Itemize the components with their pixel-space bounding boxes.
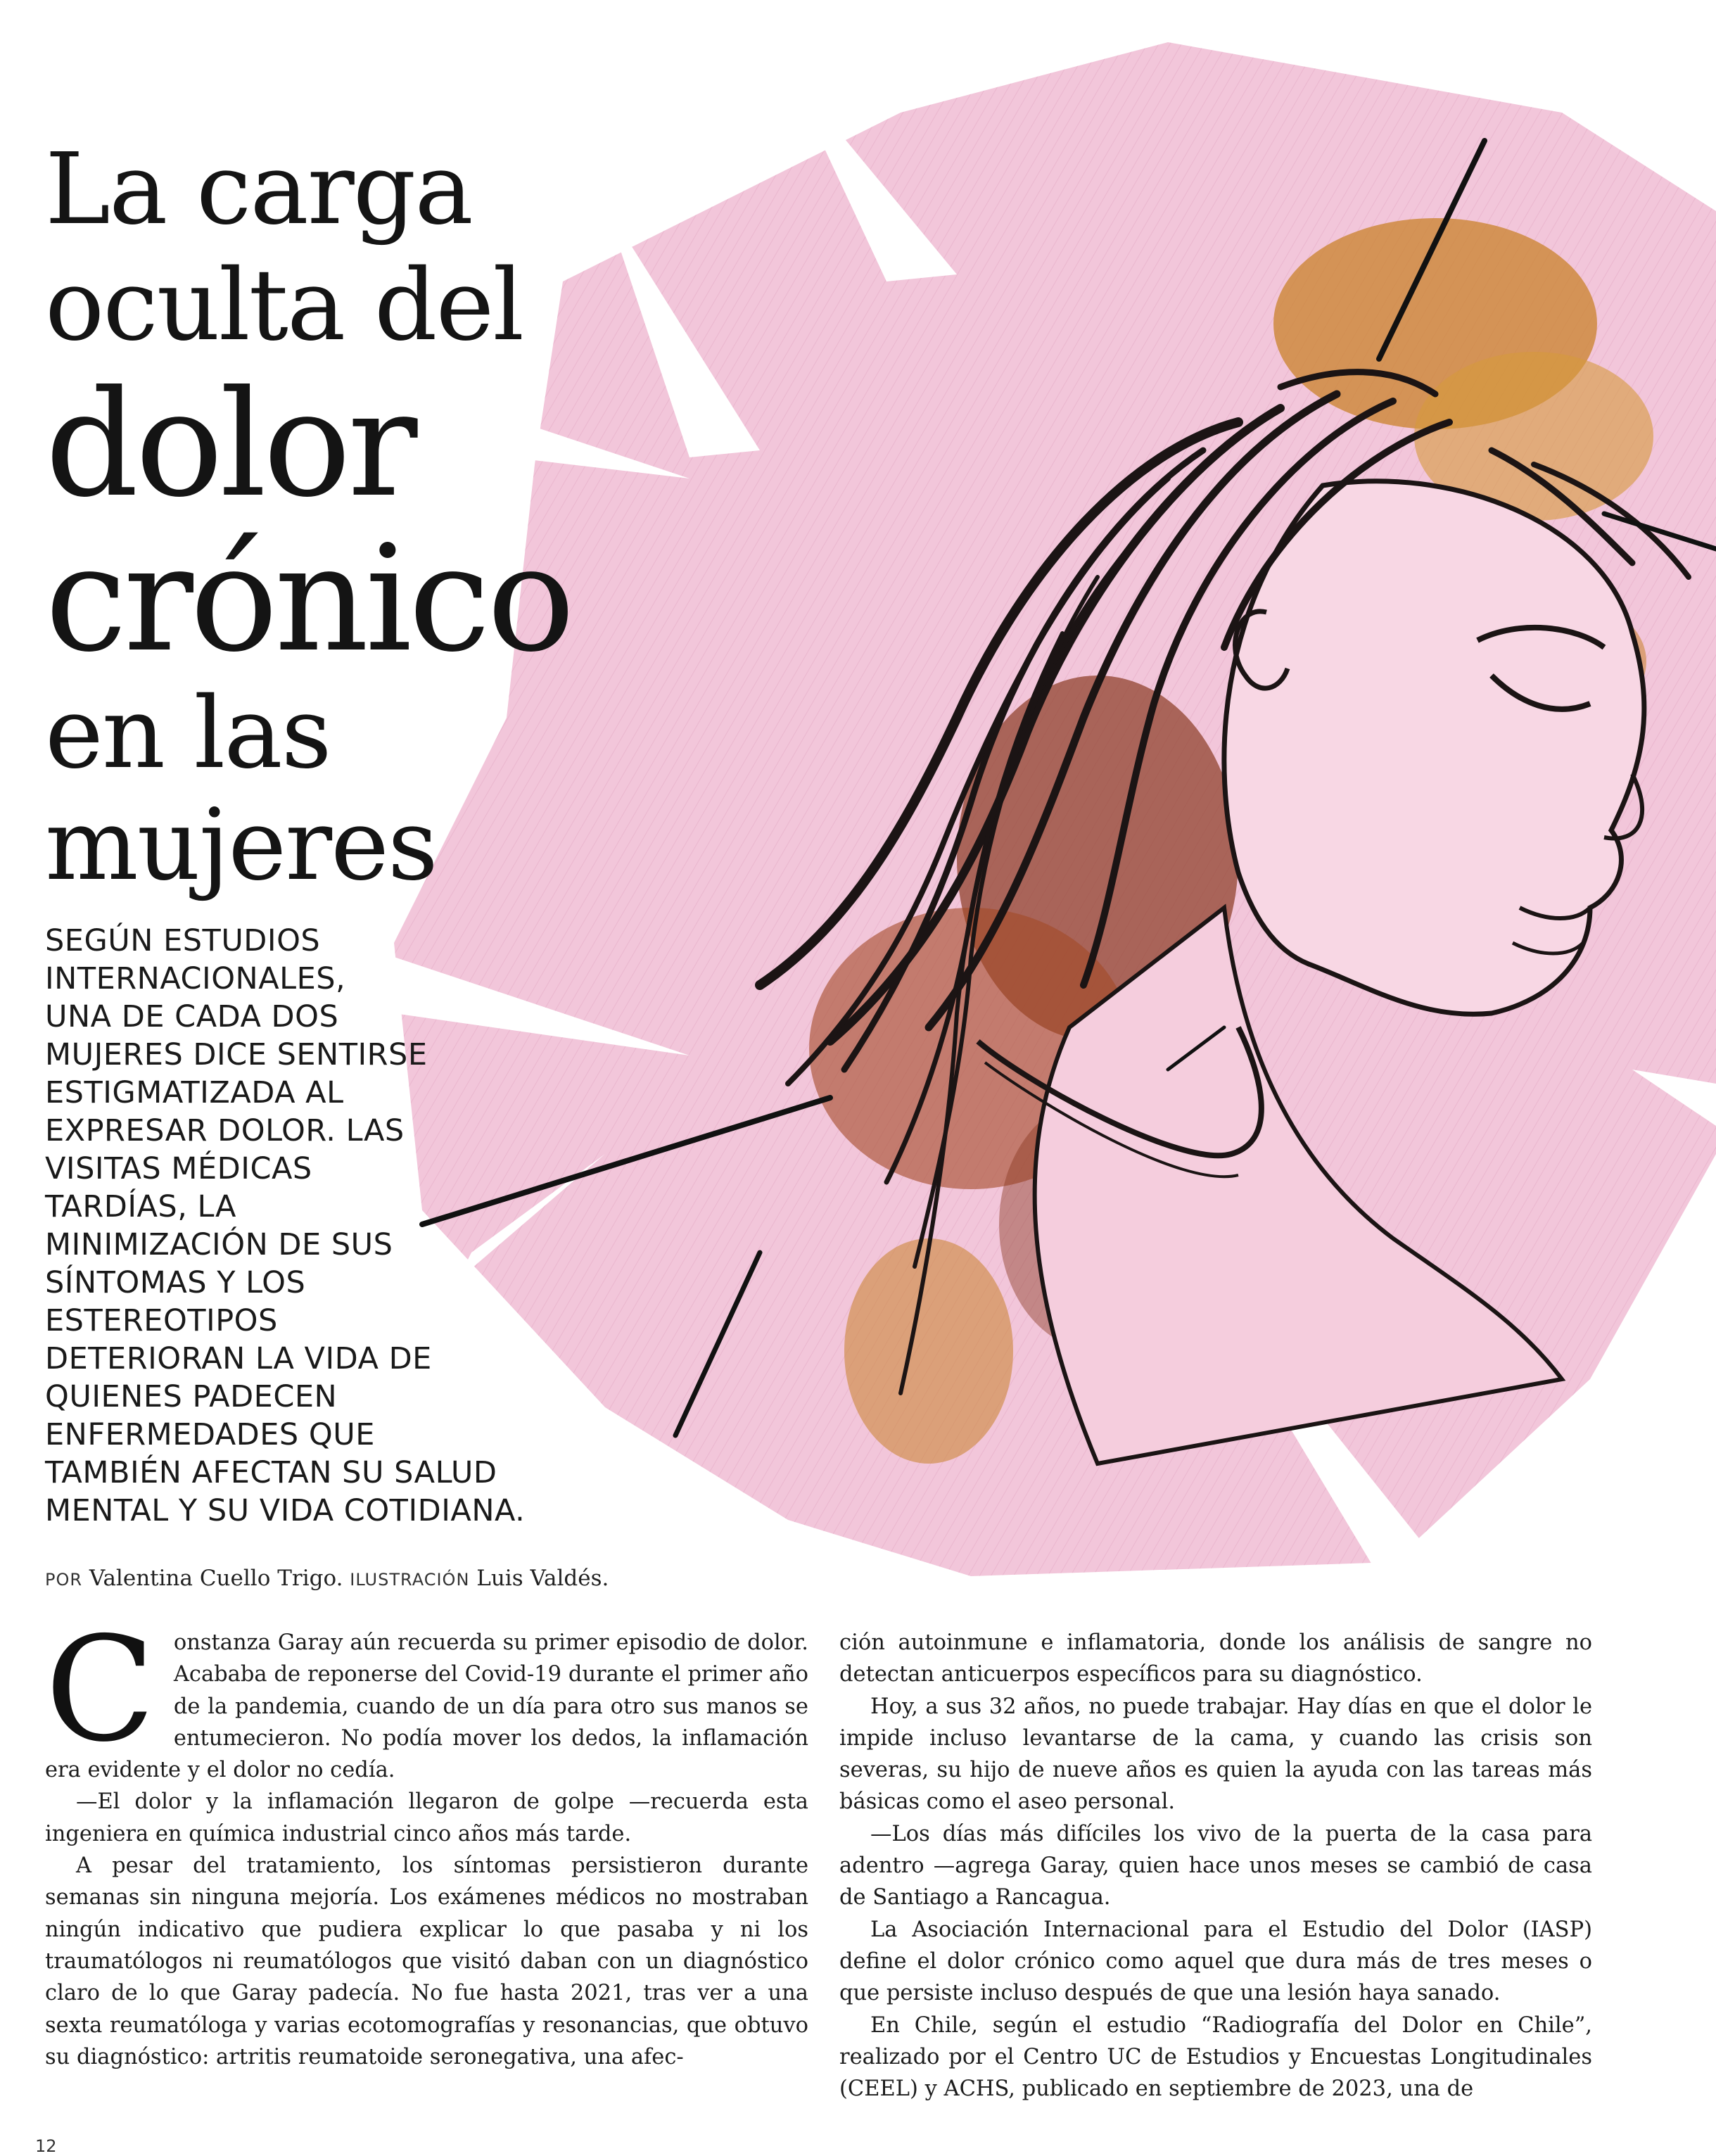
deck-line: INTERNACIONALES, bbox=[45, 961, 346, 996]
deck-line: TARDÍAS, LA bbox=[45, 1189, 236, 1224]
deck-line: VISITAS MÉDICAS bbox=[45, 1151, 312, 1186]
byline-illustration-label: ILUSTRACIÓN bbox=[350, 1570, 470, 1590]
deck-line: ESTIGMATIZADA AL bbox=[45, 1075, 344, 1110]
deck-line: ENFERMEDADES QUE bbox=[45, 1417, 375, 1452]
headline-line-1: La carga bbox=[45, 132, 472, 247]
deck-line: UNA DE CADA DOS bbox=[45, 999, 339, 1034]
deck-line: MENTAL Y SU VIDA COTIDIANA. bbox=[45, 1493, 526, 1528]
headline-line-3: dolor bbox=[45, 360, 414, 530]
byline bbox=[45, 1566, 609, 1591]
deck-subtitle bbox=[45, 922, 525, 1530]
body-paragraph: —El dolor y la inflamación llegaron de golpe —recuerda esta ingeniera en química industrial cinco años más tarde. bbox=[45, 1789, 808, 1846]
deck-line: ESTEREOTIPOS bbox=[45, 1303, 278, 1338]
deck-line: SÍNTOMAS Y LOS bbox=[45, 1265, 306, 1300]
headline-line-5: en las bbox=[45, 676, 331, 791]
byline-author: Valentina Cuello Trigo. bbox=[89, 1566, 343, 1591]
deck-line: SEGÚN ESTUDIOS bbox=[45, 923, 321, 958]
deck-line: DETERIORAN LA VIDA DE bbox=[45, 1341, 432, 1376]
headline-line-6: mujeres bbox=[45, 788, 437, 903]
byline-by-label: POR bbox=[45, 1570, 83, 1590]
body-paragraph: A pesar del tratamiento, los síntomas persistieron durante semanas sin ninguna mejoría. Los exámenes médicos no mostraban ningún indicativo que pudiera explicar lo que pasaba y ni los traumatólogos ni reumatólogos que visitó daban con un diagnóstico claro de lo que Garay padecía. No fue hasta 2021, tras ver a una sexta reumatóloga y varias ecotomografías y resonancias, que obtuvo su diagnóstico: artritis reumatoide seronegativa, una afec- bbox=[45, 1853, 808, 2069]
page-number: 12 bbox=[35, 2136, 57, 2156]
body-column-right bbox=[839, 1627, 1592, 2105]
headline-line-4: crónico bbox=[45, 514, 572, 685]
body-paragraph: —Los días más difíciles los vivo de la puerta de la casa para adentro —agrega Garay, quien hace unos meses se cambió de casa de Santiago a Rancagua. bbox=[839, 1821, 1592, 1910]
deck-line: TAMBIÉN AFECTAN SU SALUD bbox=[45, 1455, 497, 1490]
body-paragraph: ción autoinmune e inflamatoria, donde los análisis de sangre no detectan anticuerpos específicos para su diagnóstico. bbox=[839, 1630, 1592, 1687]
body-paragraph: onstanza Garay aún recuerda su primer episodio de dolor. Acababa de reponerse del Covid-19 durante el primer año de la pandemia, cuando de un día para otro sus manos se entumecieron. No podía mover los dedos, la inflamación era evidente y el dolor no cedía. bbox=[45, 1630, 808, 1783]
drop-cap: C bbox=[45, 1606, 155, 1774]
illustration-woman-in-pain bbox=[394, 28, 1716, 1597]
deck-line: EXPRESAR DOLOR. LAS bbox=[45, 1113, 405, 1148]
deck-line: MUJERES DICE SENTIRSE bbox=[45, 1037, 428, 1072]
headline-line-2: oculta del bbox=[45, 248, 523, 363]
body-paragraph: Hoy, a sus 32 años, no puede trabajar. Hay días en que el dolor le impide incluso levantarse de la cama, y cuando las crisis son severas, su hijo de nueve años es quien la ayuda con las tareas más básicas como el aseo personal. bbox=[839, 1694, 1592, 1815]
deck-line: MINIMIZACIÓN DE SUS bbox=[45, 1227, 393, 1262]
byline-illustrator: Luis Valdés. bbox=[476, 1566, 609, 1591]
deck-line: QUIENES PADECEN bbox=[45, 1379, 338, 1414]
body-column-left bbox=[45, 1606, 808, 2073]
body-paragraph: La Asociación Internacional para el Estudio del Dolor (IASP) define el dolor crónico como aquel que dura más de tres meses o que persiste incluso después de que una lesión haya sanado. bbox=[839, 1917, 1592, 2006]
body-paragraph: En Chile, según el estudio “Radiografía del Dolor en Chile”, realizado por el Centro UC de Estudios y Encuestas Longitudinales (CEEL) y ACHS, publicado en septiembre de 2023, una de bbox=[839, 2012, 1592, 2102]
